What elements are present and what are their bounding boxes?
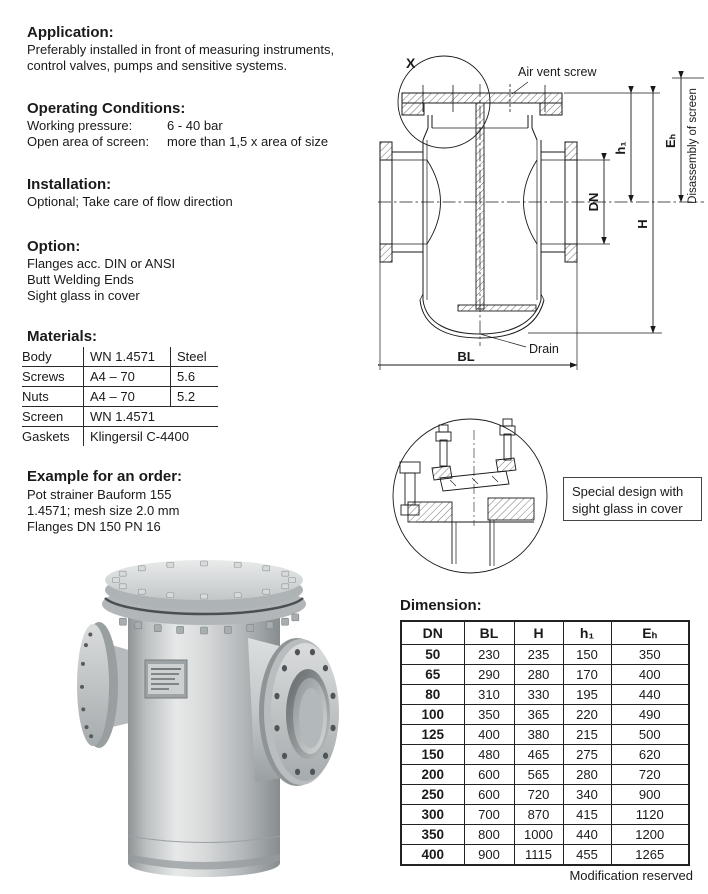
- dim-table-row: [401, 725, 689, 745]
- dim-table-cell: 150: [401, 745, 464, 765]
- dim-table-cell: 80: [401, 685, 464, 705]
- dim-table-cell: 350: [464, 705, 514, 725]
- operating-label: Working pressure:: [27, 118, 133, 133]
- order-example-line: Flanges DN 150 PN 16: [27, 519, 161, 534]
- dim-table-row: [401, 645, 689, 665]
- dim-table-cell: 700: [464, 805, 514, 825]
- dim-table-cell: 350: [611, 645, 689, 665]
- strainer-section-drawing: [378, 26, 708, 378]
- installation-line: Optional; Take care of flow direction: [27, 194, 233, 209]
- cover-plate: [402, 93, 562, 103]
- option-line: Butt Welding Ends: [27, 272, 134, 287]
- dim-table-cell: 290: [464, 665, 514, 685]
- materials-value: A4 – 70: [84, 387, 171, 406]
- dim-table-cell: 415: [563, 805, 611, 825]
- dim-table-cell: 600: [464, 785, 514, 805]
- materials-extra: 5.2: [177, 389, 196, 404]
- dim-table-cell: 200: [401, 765, 464, 785]
- order-example-line: Pot strainer Bauform 155: [27, 487, 172, 502]
- dim-table-cell: 365: [514, 705, 563, 725]
- dim-table-row: [401, 745, 689, 765]
- dim-table-cell: 400: [611, 665, 689, 685]
- caption-line: Special design with: [572, 484, 684, 499]
- application-line: control valves, pumps and sensitive systems.: [27, 58, 288, 73]
- dim-table-row: [401, 705, 689, 725]
- order-example-line: 1.4571; mesh size 2.0 mm: [27, 503, 180, 518]
- dim-table-cell: 50: [401, 645, 464, 665]
- installation-title: Installation:: [27, 176, 112, 193]
- drain-label: Drain: [529, 342, 559, 356]
- dim-table-cell: 250: [401, 785, 464, 805]
- option-line: Flanges acc. DIN or ANSI: [27, 256, 176, 271]
- materials-label: Gaskets: [22, 427, 84, 446]
- dim-table-cell: 65: [401, 665, 464, 685]
- materials-extra: 5.6: [177, 369, 196, 384]
- dim-table-cell: 400: [464, 725, 514, 745]
- dim-table-body: [401, 645, 689, 866]
- dim-table-cell: 380: [514, 725, 563, 745]
- dim-column-header: Eₕ: [611, 621, 689, 645]
- application-title: Application:: [27, 24, 114, 41]
- dim-table-cell: 500: [611, 725, 689, 745]
- materials-label: Screen: [22, 407, 84, 426]
- operating-label: Open area of screen:: [27, 134, 150, 149]
- option-title: Option:: [27, 238, 81, 255]
- materials-extra: Steel: [177, 349, 207, 364]
- dim-table-cell: 330: [514, 685, 563, 705]
- dim-table-cell: 150: [563, 645, 611, 665]
- operating-conditions-title: Operating Conditions:: [27, 100, 186, 117]
- materials-row: [22, 367, 218, 387]
- detail-x-label: X: [406, 55, 416, 71]
- air-vent-label: Air vent screw: [518, 65, 597, 79]
- dim-table-row: [401, 685, 689, 705]
- dim-bl-label: BL: [457, 349, 475, 364]
- operating-row: [27, 134, 328, 150]
- dim-table-cell: 195: [563, 685, 611, 705]
- materials-label: Screws: [22, 367, 84, 386]
- dim-table-row: [401, 845, 689, 866]
- materials-value: WN 1.4571: [90, 409, 156, 424]
- sight-glass-detail-drawing: [388, 408, 552, 580]
- modification-note: Modification reserved: [569, 868, 693, 883]
- dim-table-cell: 455: [563, 845, 611, 866]
- dimension-title: Dimension:: [400, 597, 482, 614]
- dim-h-label: H: [635, 219, 650, 229]
- right-nozzle-photo: [248, 638, 339, 786]
- dim-table-cell: 1120: [611, 805, 689, 825]
- materials-value: Klingersil C-4400: [90, 429, 189, 444]
- dim-table-cell: 220: [563, 705, 611, 725]
- dim-table-cell: 1115: [514, 845, 563, 866]
- dim-table-row: [401, 825, 689, 845]
- materials-table: [22, 347, 218, 446]
- dim-table-cell: 400: [401, 845, 464, 866]
- dim-table-cell: 230: [464, 645, 514, 665]
- dim-table-cell: 870: [514, 805, 563, 825]
- dim-table-cell: 310: [464, 685, 514, 705]
- dim-table-cell: 565: [514, 765, 563, 785]
- dim-table-cell: 720: [611, 765, 689, 785]
- operating-value: more than 1,5 x area of size: [167, 134, 329, 149]
- dim-table-row: [401, 785, 689, 805]
- dim-table-cell: 300: [401, 805, 464, 825]
- nameplate: [145, 660, 187, 698]
- dim-table-cell: 1000: [514, 825, 563, 845]
- dim-table-cell: 1265: [611, 845, 689, 866]
- dim-column-header: h₁: [563, 621, 611, 645]
- dim-column-header: DN: [401, 621, 464, 645]
- dim-eh-label: Eₕ: [663, 134, 678, 148]
- dimension-table: [400, 620, 690, 866]
- dim-table-cell: 215: [563, 725, 611, 745]
- dim-table-header-row: [401, 621, 689, 645]
- dim-table-cell: 800: [464, 825, 514, 845]
- sight-glass-caption: [563, 477, 702, 521]
- dim-table-row: [401, 805, 689, 825]
- dim-h1-label: h₁: [613, 141, 628, 155]
- dim-table-cell: 280: [563, 765, 611, 785]
- dim-table-cell: 490: [611, 705, 689, 725]
- dim-table-cell: 600: [464, 765, 514, 785]
- dim-dn-label: DN: [586, 192, 601, 212]
- materials-row: [22, 347, 218, 367]
- materials-row: [22, 387, 218, 407]
- materials-row: [22, 407, 218, 427]
- materials-value: WN 1.4571: [84, 347, 171, 366]
- materials-value: A4 – 70: [84, 367, 171, 386]
- materials-title: Materials:: [27, 328, 98, 345]
- dim-table-cell: 280: [514, 665, 563, 685]
- clamp-bolt: [500, 419, 515, 460]
- option-line: Sight glass in cover: [27, 288, 140, 303]
- dim-table-cell: 440: [611, 685, 689, 705]
- detail-circle: [393, 419, 547, 573]
- dim-column-header: BL: [464, 621, 514, 645]
- dim-table-cell: 235: [514, 645, 563, 665]
- order-example-title: Example for an order:: [27, 468, 183, 485]
- dim-table-cell: 480: [464, 745, 514, 765]
- materials-label: Nuts: [22, 387, 84, 406]
- dim-table-row: [401, 665, 689, 685]
- dim-table-cell: 720: [514, 785, 563, 805]
- dim-table-cell: 350: [401, 825, 464, 845]
- operating-row: [27, 118, 223, 134]
- disassembly-label: Disassembly of screen: [687, 88, 699, 204]
- dim-table-cell: 440: [563, 825, 611, 845]
- dim-table-cell: 620: [611, 745, 689, 765]
- dim-table-cell: 340: [563, 785, 611, 805]
- materials-row: [22, 427, 218, 446]
- product-photo: [50, 558, 362, 894]
- clamp-bolt: [436, 425, 451, 466]
- dim-table-cell: 1200: [611, 825, 689, 845]
- dim-table-cell: 465: [514, 745, 563, 765]
- dim-table-cell: 275: [563, 745, 611, 765]
- operating-value: 6 - 40 bar: [167, 118, 223, 133]
- dim-table-cell: 900: [464, 845, 514, 866]
- dim-table-cell: 170: [563, 665, 611, 685]
- screen-bottom: [458, 305, 536, 311]
- dim-table-cell: 900: [611, 785, 689, 805]
- dim-column-header: H: [514, 621, 563, 645]
- dim-table-cell: 100: [401, 705, 464, 725]
- dim-table-row: [401, 765, 689, 785]
- dim-table-cell: 125: [401, 725, 464, 745]
- application-line: Preferably installed in front of measuring instruments,: [27, 42, 335, 57]
- caption-line: sight glass in cover: [572, 501, 683, 516]
- materials-label: Body: [22, 347, 84, 366]
